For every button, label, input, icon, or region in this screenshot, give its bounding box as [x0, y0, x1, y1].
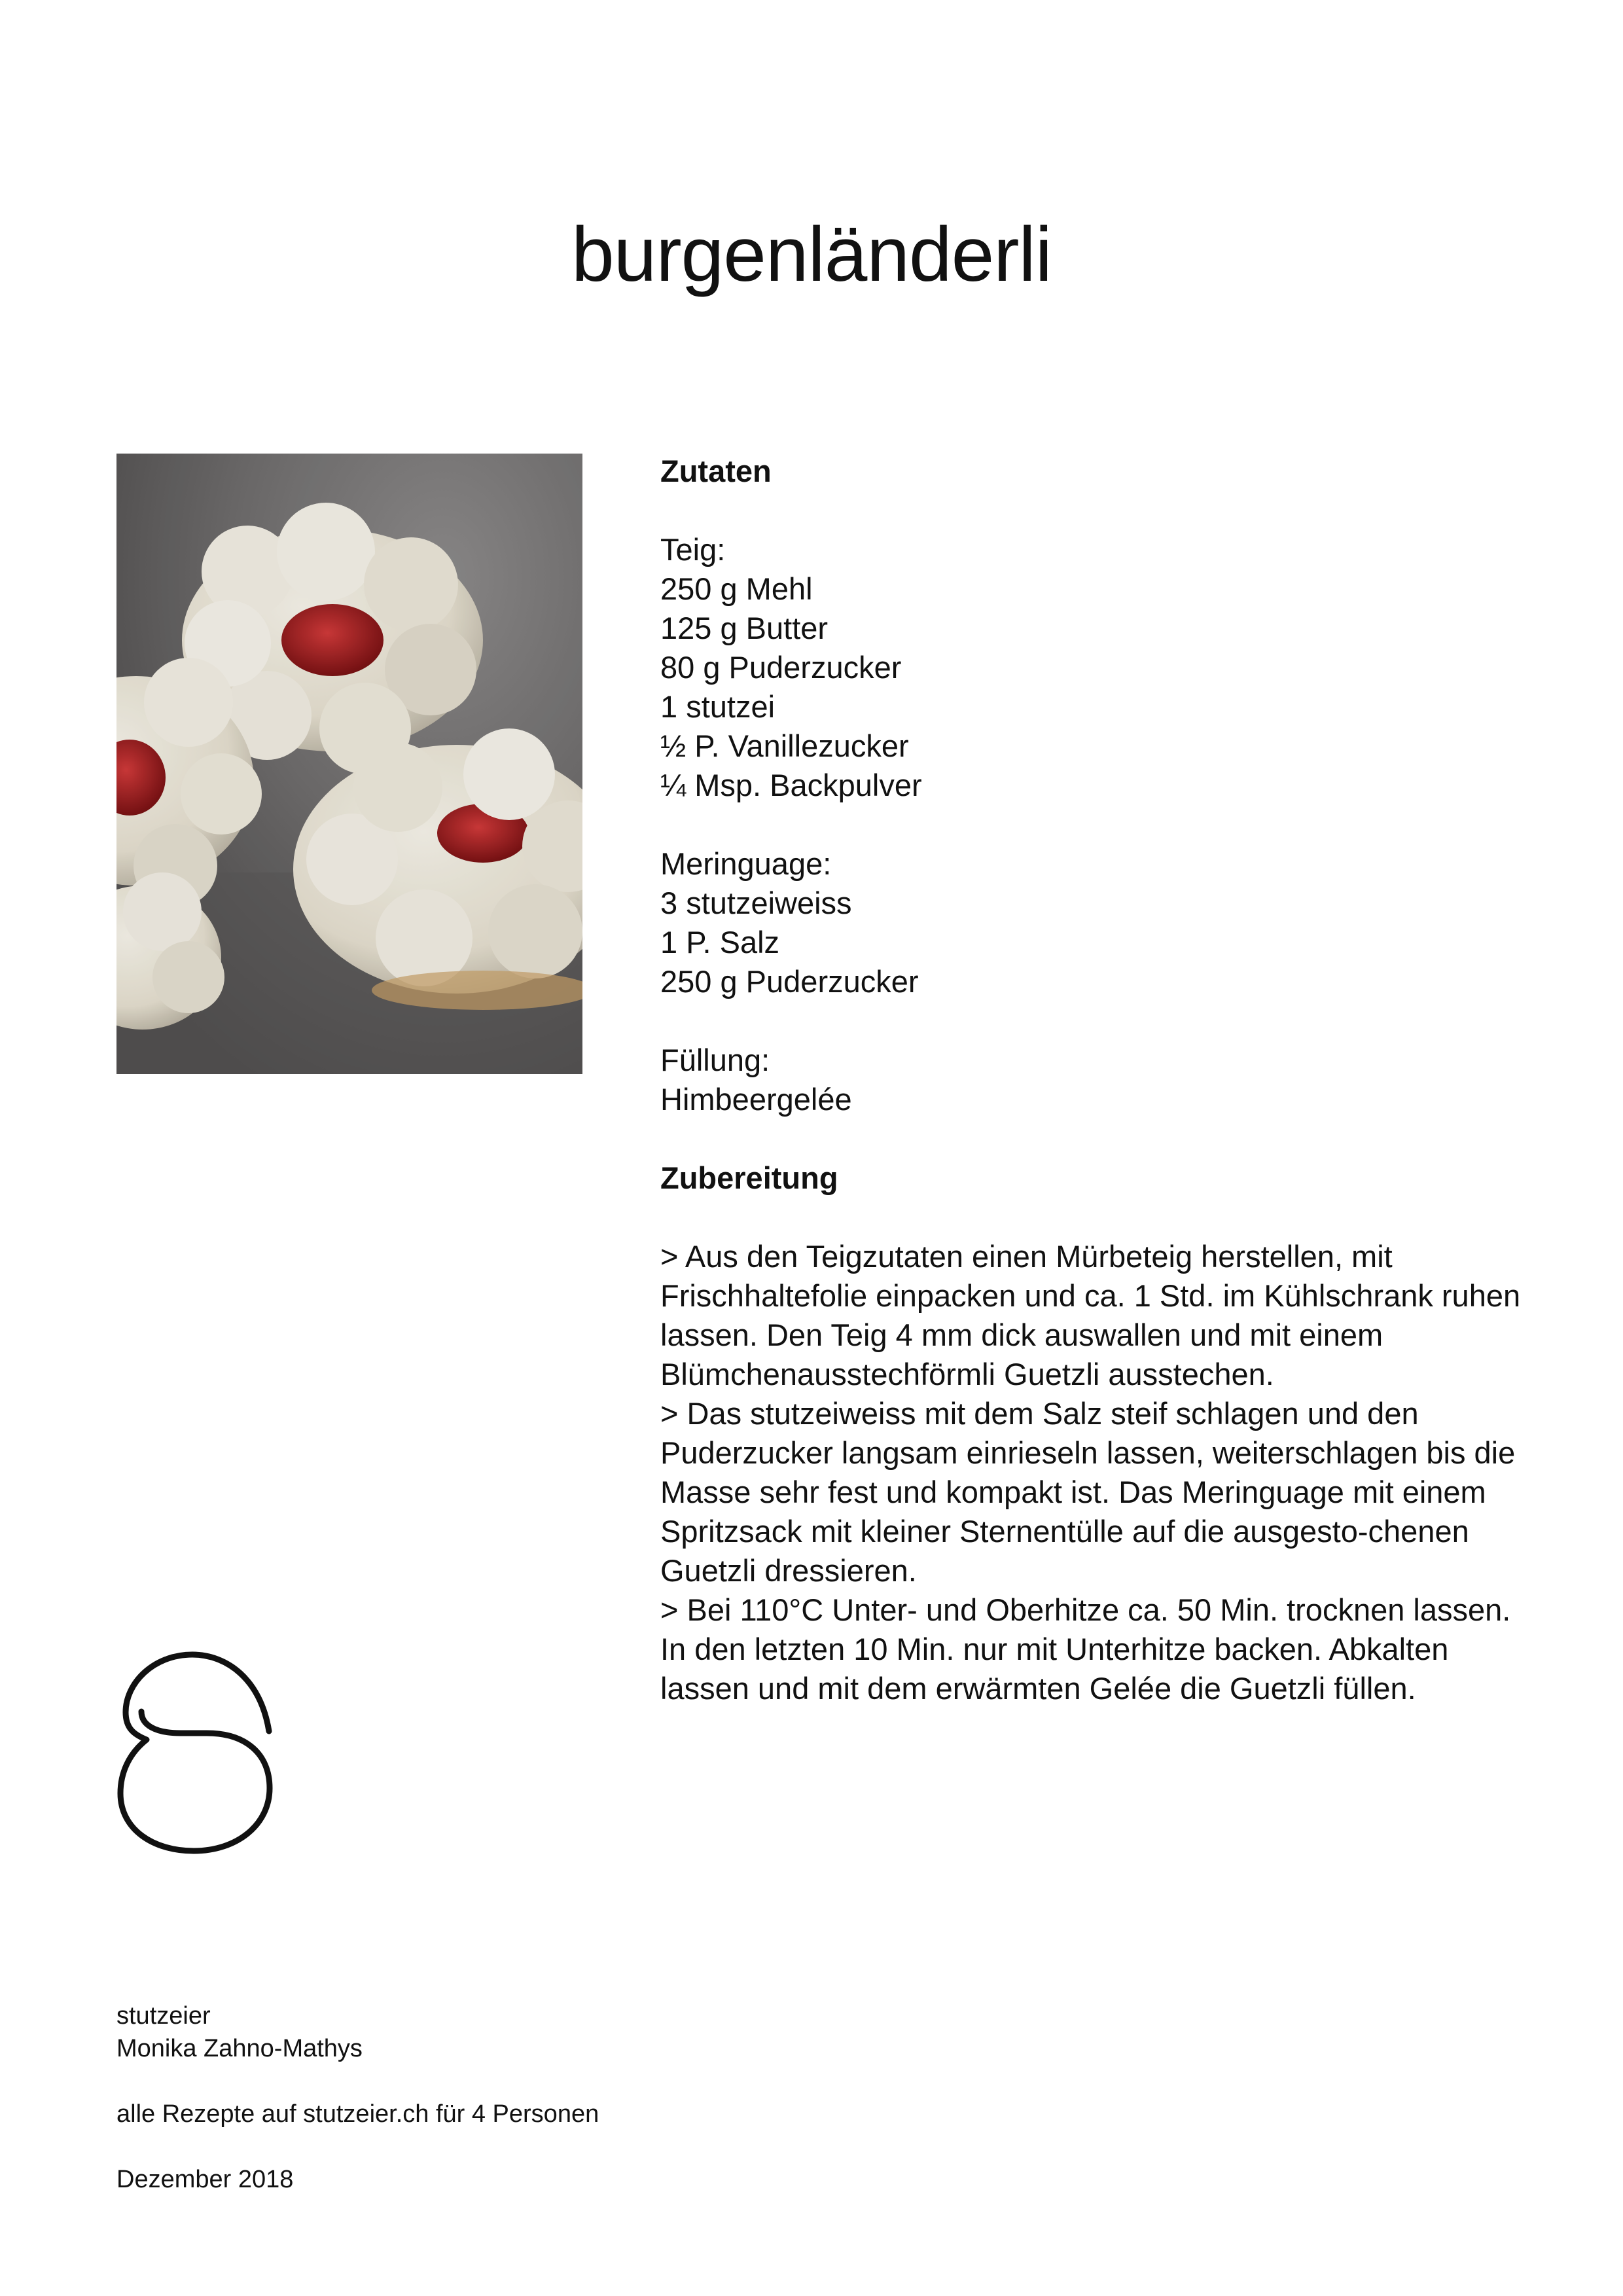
recipe-photo	[116, 454, 582, 1074]
footer-brand: stutzeier	[116, 2002, 211, 2030]
teig-group	[660, 530, 1544, 805]
zubereitung-steps	[660, 1237, 1544, 1708]
footer-date: Dezember 2018	[116, 2166, 294, 2193]
ingredient-item: 1 stutzei	[660, 689, 776, 724]
zutaten-heading: Zutaten	[660, 454, 772, 488]
ingredient-item: 3 stutzeiweiss	[660, 886, 852, 920]
ingredient-item: 125 g Butter	[660, 611, 829, 645]
meringuage-label: Meringuage:	[660, 846, 832, 881]
step-paragraph: > Aus den Teigzutaten einen Mürbeteig herstellen, mit Frischhaltefolie einpacken und ca. 1 Std. im Kühlschrank ruhen lassen. Den Teig 4 mm dick auswallen und mit einem Blümchenausstechförmli Guetzli ausstechen.	[660, 1239, 1521, 1391]
teig-label: Teig:	[660, 532, 726, 567]
ingredient-item: ¼ Msp. Backpulver	[660, 768, 922, 802]
footer-note: alle Rezepte auf stutzeier.ch für 4 Personen	[116, 2100, 599, 2128]
ingredient-item: 1 P. Salz	[660, 925, 780, 960]
ingredient-item: 250 g Mehl	[660, 571, 813, 606]
stutzeier-logo-icon	[115, 1649, 276, 1856]
ingredient-item: 80 g Puderzucker	[660, 650, 902, 685]
zubereitung-heading: Zubereitung	[660, 1160, 838, 1195]
fuellung-label: Füllung:	[660, 1043, 770, 1077]
fuellung-group	[660, 1041, 1544, 1119]
ingredient-item: Himbeergelée	[660, 1082, 852, 1117]
footer-author: Monika Zahno-Mathys	[116, 2035, 363, 2062]
step-paragraph: > Das stutzeiweiss mit dem Salz steif schlagen und den Puderzucker langsam einrieseln lassen, weiterschlagen bis die Masse sehr fest und kompakt ist. Das Meringuage mit einem Spritzsack mit kleiner Sternentülle auf die ausgesto-chenen Guetzli dressieren.	[660, 1396, 1516, 1588]
recipe-content	[660, 452, 1544, 1708]
ingredient-item: ½ P. Vanillezucker	[660, 728, 909, 763]
footer	[116, 2000, 599, 2196]
ingredient-item: 250 g Puderzucker	[660, 964, 919, 999]
step-paragraph: > Bei 110°C Unter- und Oberhitze ca. 50 Min. trocknen lassen. In den letzten 10 Min. nur mit Unterhitze backen. Abkalten lassen und mit dem erwärmten Gelée die Guetzli füllen.	[660, 1592, 1511, 1706]
meringuage-group	[660, 844, 1544, 1001]
recipe-title: burgenländerli	[571, 211, 1052, 298]
